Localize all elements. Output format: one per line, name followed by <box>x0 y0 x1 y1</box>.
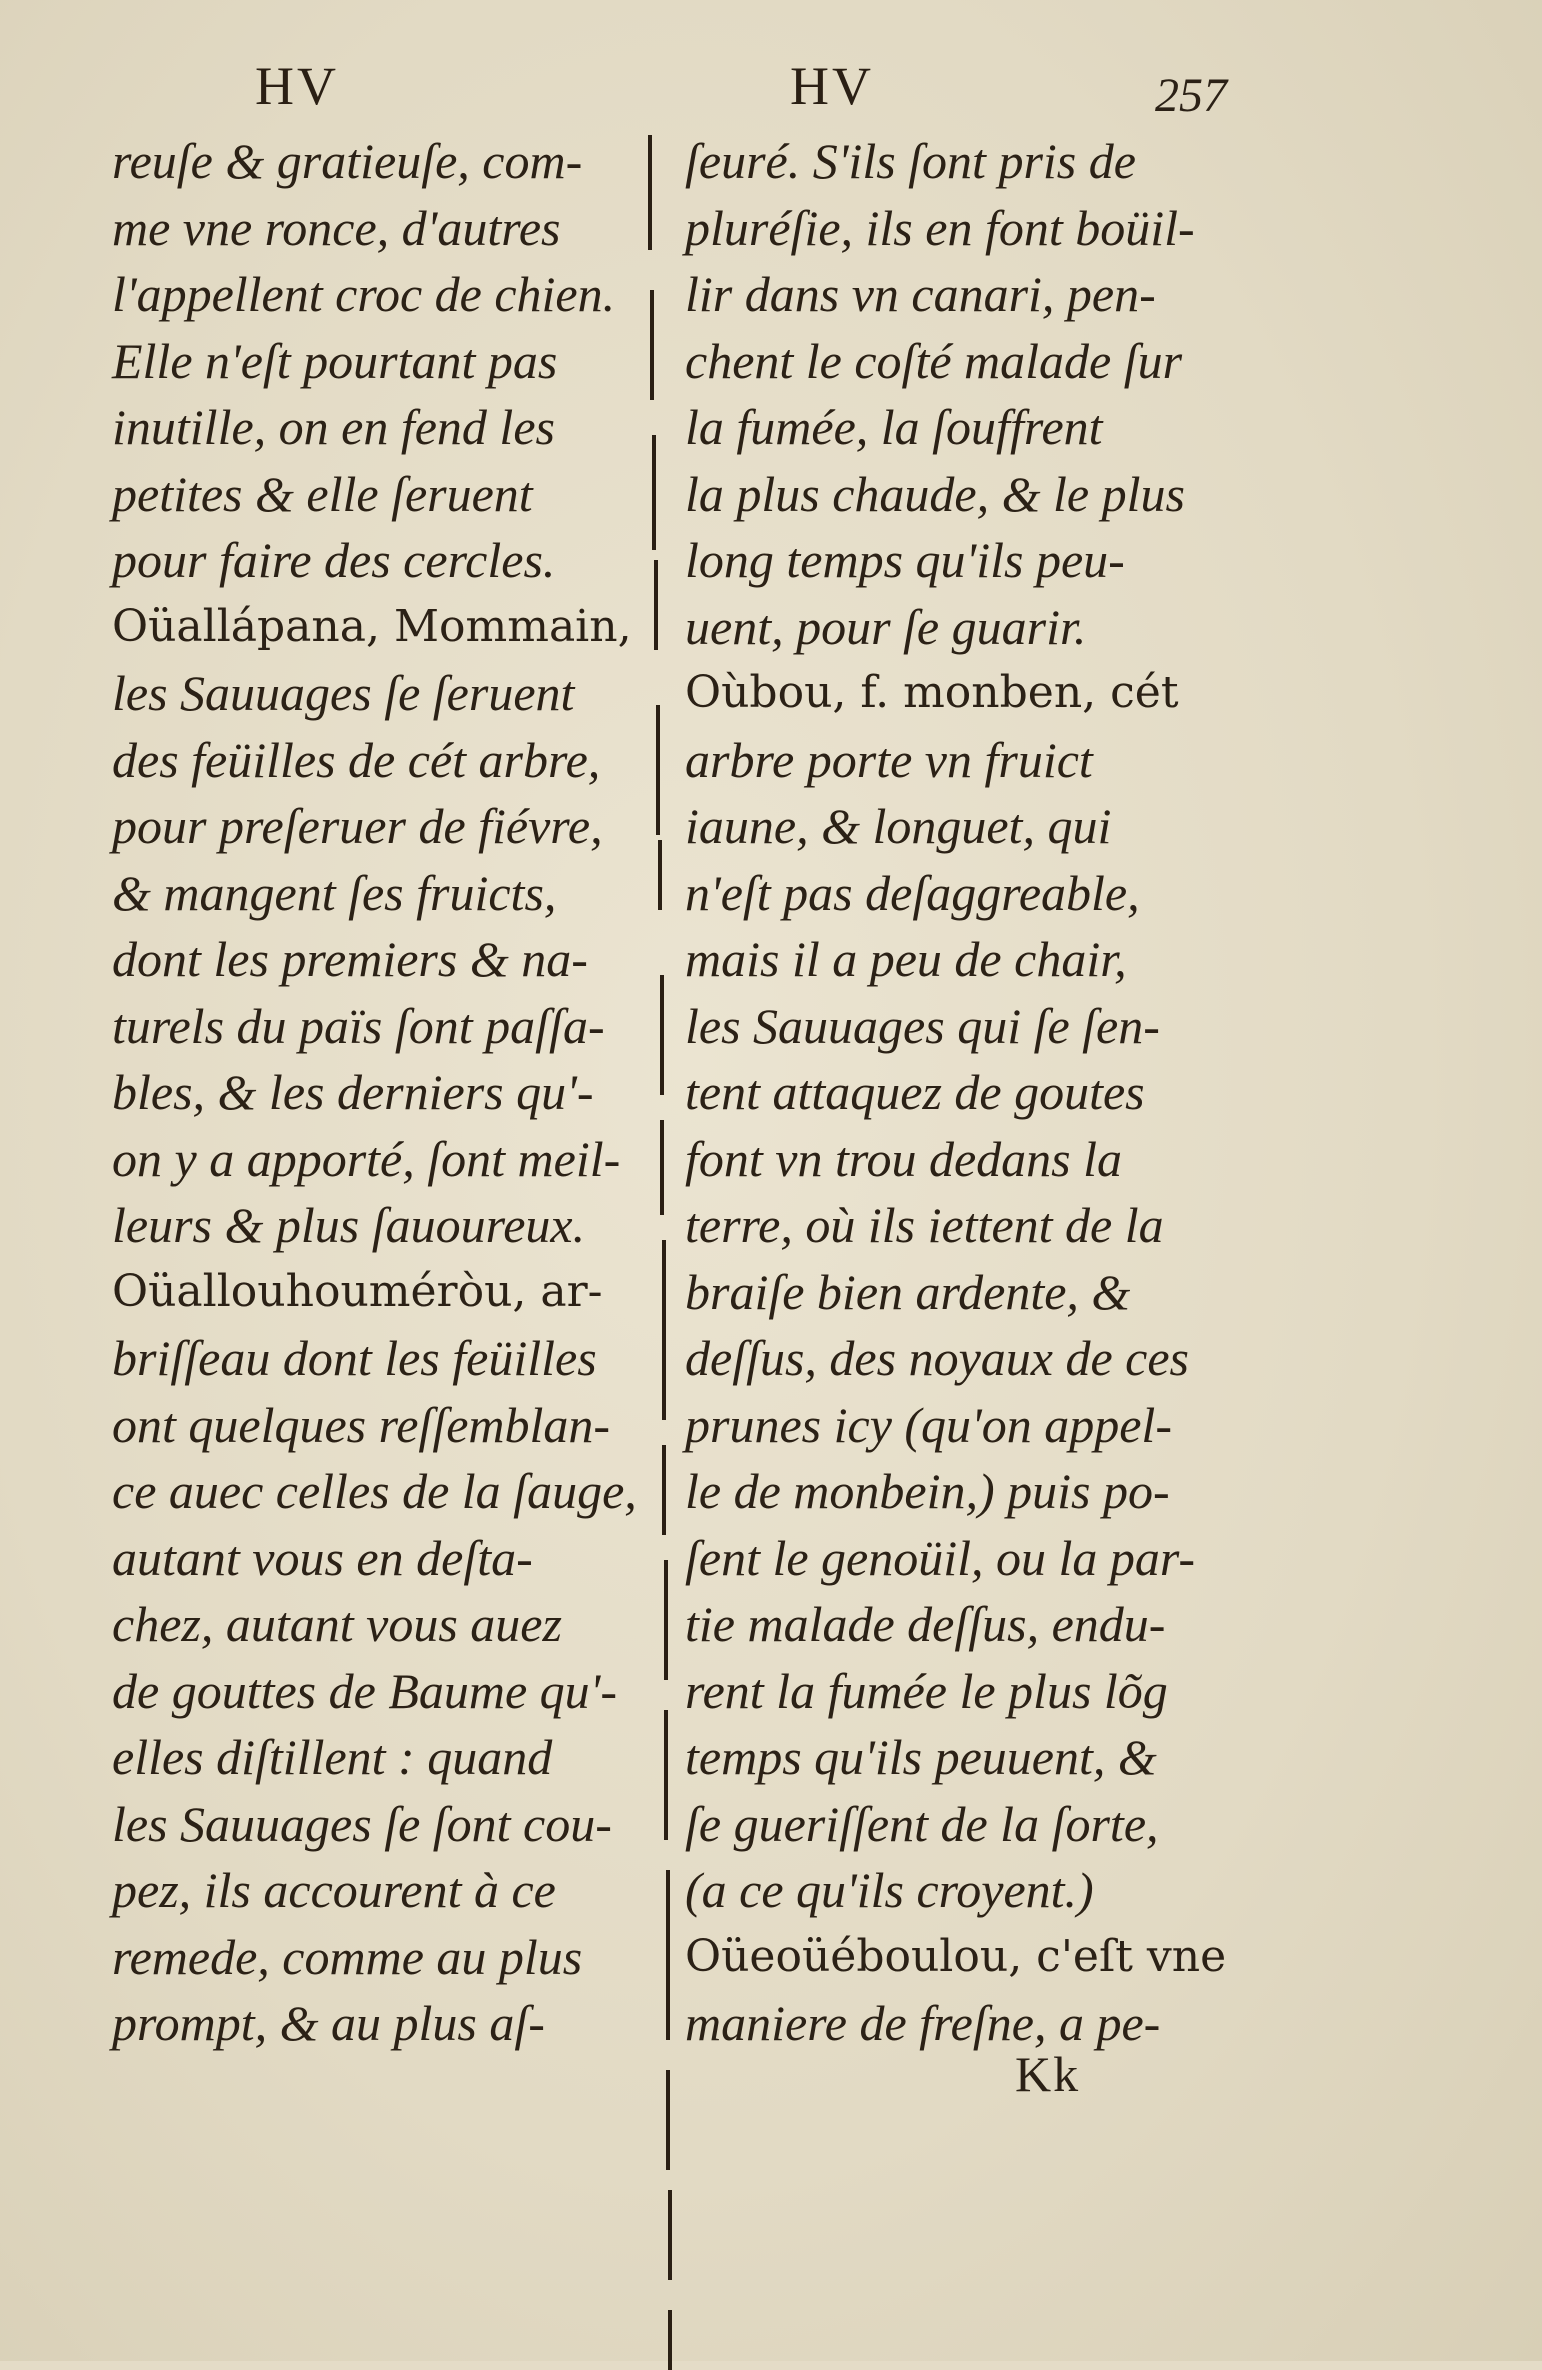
text-line: briſſeau dont les feüilles <box>112 1330 597 1386</box>
text-line: Oüallouhouméròu, ar- <box>112 1265 603 1317</box>
text-line: les Sauuages ſe ſeruent <box>112 665 575 721</box>
text-line: les Sauuages ſe ſont cou- <box>112 1795 612 1852</box>
column-rule <box>666 2070 670 2170</box>
text-line: font vn trou dedans la <box>685 1130 1123 1187</box>
column-rule <box>660 1120 664 1215</box>
left-running-head: HV <box>255 56 339 116</box>
column-rule <box>668 2310 672 2370</box>
text-line: ſeuré. S'ils ſont pris de <box>685 133 1136 189</box>
text-line: de gouttes de Baume qu'- <box>112 1662 618 1719</box>
text-line: elles diſtillent : quand <box>112 1729 553 1785</box>
text-line: temps qu'ils peuuent, & <box>685 1729 1157 1785</box>
text-line: chent le coſté malade ſur <box>685 332 1183 389</box>
text-line: arbre porte vn fruict <box>685 731 1093 788</box>
text-line: uent, pour ſe guarir. <box>685 598 1087 655</box>
column-rule <box>666 1870 670 2040</box>
text-line: turels du païs ſont paſſa- <box>112 997 605 1054</box>
text-line: tent attaquez de goutes <box>685 1064 1145 1120</box>
text-line: chez, autant vous auez <box>112 1596 562 1652</box>
text-line: les Sauuages qui ſe ſen- <box>685 997 1160 1054</box>
text-line: pluréſie, ils en font boüil- <box>685 199 1195 256</box>
text-line: on y a apporté, ſont meil- <box>112 1130 621 1187</box>
text-line: ont quelques reſſemblan- <box>112 1396 611 1453</box>
text-line: pez, ils accourent à ce <box>112 1862 556 1918</box>
text-line: la fumée, la ſouffrent <box>685 399 1103 455</box>
right-running-head: HV <box>790 56 874 116</box>
text-line: mais il a peu de chair, <box>685 931 1127 987</box>
column-rule <box>656 705 660 835</box>
signature-mark: Kk <box>1015 2046 1081 2102</box>
column-rule <box>662 1445 666 1535</box>
text-line: la plus chaude, & le plus <box>685 465 1185 522</box>
text-line: & mangent ſes fruicts, <box>112 864 557 921</box>
page-number: 257 <box>1155 69 1227 122</box>
text-line: petites & elle ſeruent <box>112 465 533 522</box>
text-line: deſſus, des noyaux de ces <box>685 1330 1190 1386</box>
text-line: iaune, & longuet, qui <box>685 798 1112 854</box>
right-column <box>685 128 1265 2057</box>
text-line: rent la fumée le plus lõg <box>685 1662 1168 1719</box>
text-line: pour preſeruer de fiévre, <box>112 798 603 854</box>
text-line: leurs & plus ſauoureux. <box>112 1197 586 1253</box>
text-line: ſent le genoüil, ou la par- <box>685 1529 1196 1586</box>
text-line: ce auec celles de la ſauge, <box>112 1463 637 1519</box>
text-line: prompt, & au plus aſ- <box>112 1995 545 2051</box>
text-line: le de monbein,) puis po- <box>685 1463 1170 1519</box>
text-line: braiſe bien ardente, & <box>685 1263 1131 1320</box>
text-line: des feüilles de cét arbre, <box>112 731 601 788</box>
text-line: Elle n'eſt pourtant pas <box>112 332 558 389</box>
text-line: tie malade deſſus, endu- <box>685 1596 1166 1652</box>
column-rule <box>662 1240 666 1420</box>
text-line: Oùbou, f. monben, cét <box>685 667 1179 718</box>
text-line: autant vous en deſta- <box>112 1529 533 1586</box>
column-rule <box>658 840 662 910</box>
column-rule <box>664 1560 668 1680</box>
text-line: pour faire des cercles. <box>112 532 556 588</box>
left-column <box>112 128 637 2057</box>
column-rule <box>664 1710 668 1840</box>
text-line: lir dans vn canari, pen- <box>685 266 1156 322</box>
text-line: reuſe & gratieuſe, com- <box>112 133 583 189</box>
text-line: Oüeoüéboulou, c'eſt vne <box>685 1930 1227 1982</box>
text-line: n'eſt pas deſaggreable, <box>685 864 1140 921</box>
column-rule <box>652 435 656 550</box>
text-line: Oüallápana, Mommain, <box>112 600 632 652</box>
column-rule <box>648 135 652 250</box>
column-rule <box>650 290 654 400</box>
text-line: dont les premiers & na- <box>112 931 588 987</box>
text-line: (a ce qu'ils croyent.) <box>685 1862 1094 1918</box>
text-line: ſe gueriſſent de la ſorte, <box>685 1795 1159 1852</box>
text-line: bles, & les derniers qu'- <box>112 1064 594 1120</box>
text-line: l'appellent croc de chien. <box>112 266 616 322</box>
text-line: me vne ronce, d'autres <box>112 199 561 256</box>
column-rule <box>660 975 664 1095</box>
text-line: prunes icy (qu'on appel- <box>685 1396 1172 1453</box>
text-line: terre, où ils iettent de la <box>685 1197 1164 1253</box>
text-line: long temps qu'ils peu- <box>685 532 1125 588</box>
text-line: remede, comme au plus <box>112 1928 583 1985</box>
column-rule <box>668 2190 672 2280</box>
text-line: inutille, on en fend les <box>112 399 555 455</box>
column-rule <box>654 560 658 650</box>
text-line: maniere de freſne, a pe- <box>685 1995 1161 2051</box>
